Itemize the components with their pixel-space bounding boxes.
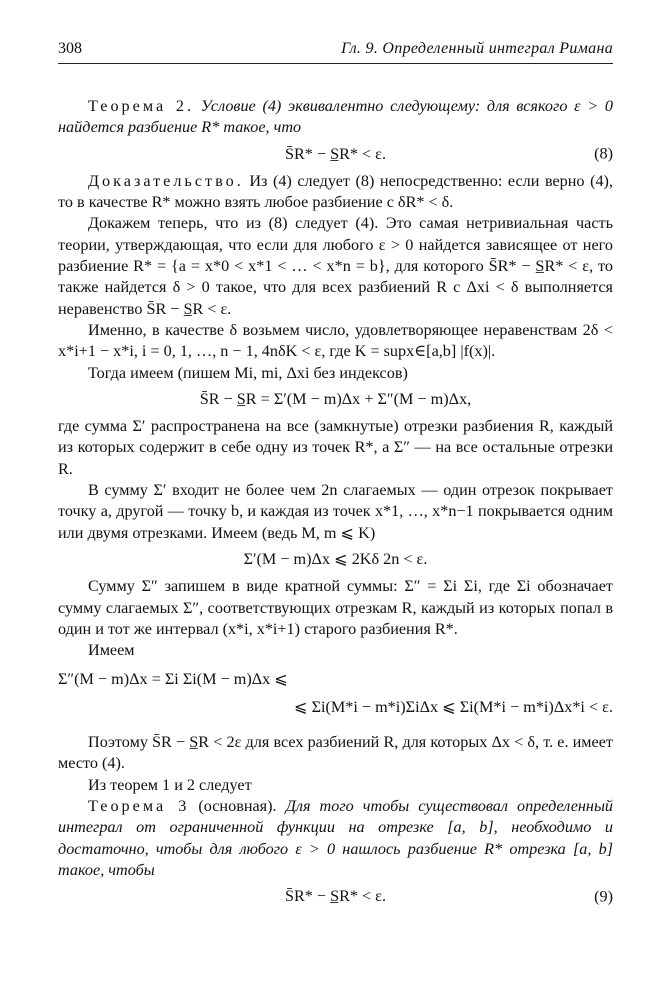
equation-8: [58, 144, 613, 165]
equation-8-body: S̄R* − S̲R* < ε.: [284, 144, 387, 163]
paragraph-5: где сумма Σ′ распространена на все (замкнутые) отрезки разбиения R, каждый из которых содержит в себе одну из точек R*, а Σ″ — на все остальные отрезки R.: [58, 417, 613, 478]
theorem-2-label: Теорема 2.: [88, 97, 195, 115]
paragraph-10: Из теорем 1 и 2 следует: [88, 775, 252, 794]
equation-long-line-2-body: ⩽ Σi(M*i − m*i)ΣiΔx ⩽ Σi(M*i − m*i)Δx*i < ε.: [293, 697, 613, 716]
equation-long-line-1: [58, 669, 613, 690]
page-body: [58, 96, 613, 907]
theorem-2: [58, 96, 613, 139]
page-number: 308: [58, 40, 82, 57]
proof-label: Доказательство.: [88, 171, 244, 190]
equation-8-number: (8): [594, 144, 613, 163]
equation-long-line-2: [58, 697, 613, 718]
equation-sum-split-body: S̄R − S̲R = Σ′(M − m)Δx + Σ″(M − m)Δx,: [199, 389, 472, 408]
equation-9-body: S̄R* − S̲R* < ε.: [284, 887, 387, 906]
equation-9-number: (9): [594, 887, 613, 906]
paragraph-4: Тогда имеем (пишем Mi, mi, Δxi без индексов): [88, 363, 408, 382]
theorem-3-text: Для того чтобы существовал определенный интеграл от ограниченной функции на отрезке [a, b], необходимо и достаточно, чтобы для любого ε > 0 нашлось разбиение R* отрезка [a, b] такое, чтобы: [58, 796, 614, 879]
theorem-3: [58, 796, 613, 881]
running-header: [58, 40, 613, 64]
paragraph-8: Имеем: [88, 641, 135, 660]
equation-long-line-1-body: Σ″(M − m)Δx = Σi Σi(M − m)Δx ⩽: [58, 670, 288, 689]
equation-bound: [58, 549, 613, 570]
paragraph-7: Сумму Σ″ запишем в виде кратной суммы: Σ″ = Σi Σi, где Σi обозначает сумму слагаемых Σ″, соответствующих отрезкам R, каждый из которых попал в один и тот же интервал (x*i, x*i+1) старого разбиения R*.: [58, 577, 613, 638]
book-page: [58, 40, 613, 913]
paragraph-9: Поэтому S̄R − S̲R < 2ε для всех разбиений R, для которых Δx < δ, т. е. имеет место (4).: [58, 733, 613, 773]
proof-paragraph: [58, 171, 613, 214]
proof-text: Из (4) следует (8) непосредственно: если верно (4), то в качестве R* можно взять любое разбиение с δR* < δ.: [58, 171, 613, 212]
equation-bound-body: Σ′(M − m)Δx ⩽ 2Kδ 2n < ε.: [243, 549, 428, 568]
running-title: Гл. 9. Определенный интеграл Римана: [341, 40, 613, 57]
equation-9: [58, 886, 613, 907]
theorem-2-text: Условие (4) эквивалентно следующему: для всякого ε > 0 найдется разбиение R* такое, что: [58, 97, 613, 137]
equation-sum-split: [58, 389, 613, 410]
paragraph-2: Докажем теперь, что из (8) следует (4). Это самая нетривиальная часть теории, утверждающая, что если для любого ε > 0 найдется зависящее от него разбиение R* = {a = x*0 < x*1 < … < x*n = b}, для которого S̄R* − S̲R* < ε, то также найдется δ > 0 такое, что для всех разбиений R с Δxi < δ выполняется неравенство S̄R − S̲R < ε.: [58, 214, 613, 318]
theorem-3-label: Теорема 3: [88, 796, 190, 815]
paragraph-3: Именно, в качестве δ возьмем число, удовлетворяющее неравенствам 2δ < x*i+1 − x*i, i = 0, 1, …, n − 1, 4nδK < ε, где K = supx∈[a,b] |f(x)|.: [58, 320, 613, 361]
theorem-3-paren: (основная).: [198, 796, 277, 815]
paragraph-6: В сумму Σ′ входит не более чем 2n слагаемых — один отрезок покрывает точку a, другой — точку b, и каждая из точек x*1, …, x*n−1 покрывается одним или двумя отрезками. Имеем (ведь M, m ⩽ K): [58, 481, 613, 542]
